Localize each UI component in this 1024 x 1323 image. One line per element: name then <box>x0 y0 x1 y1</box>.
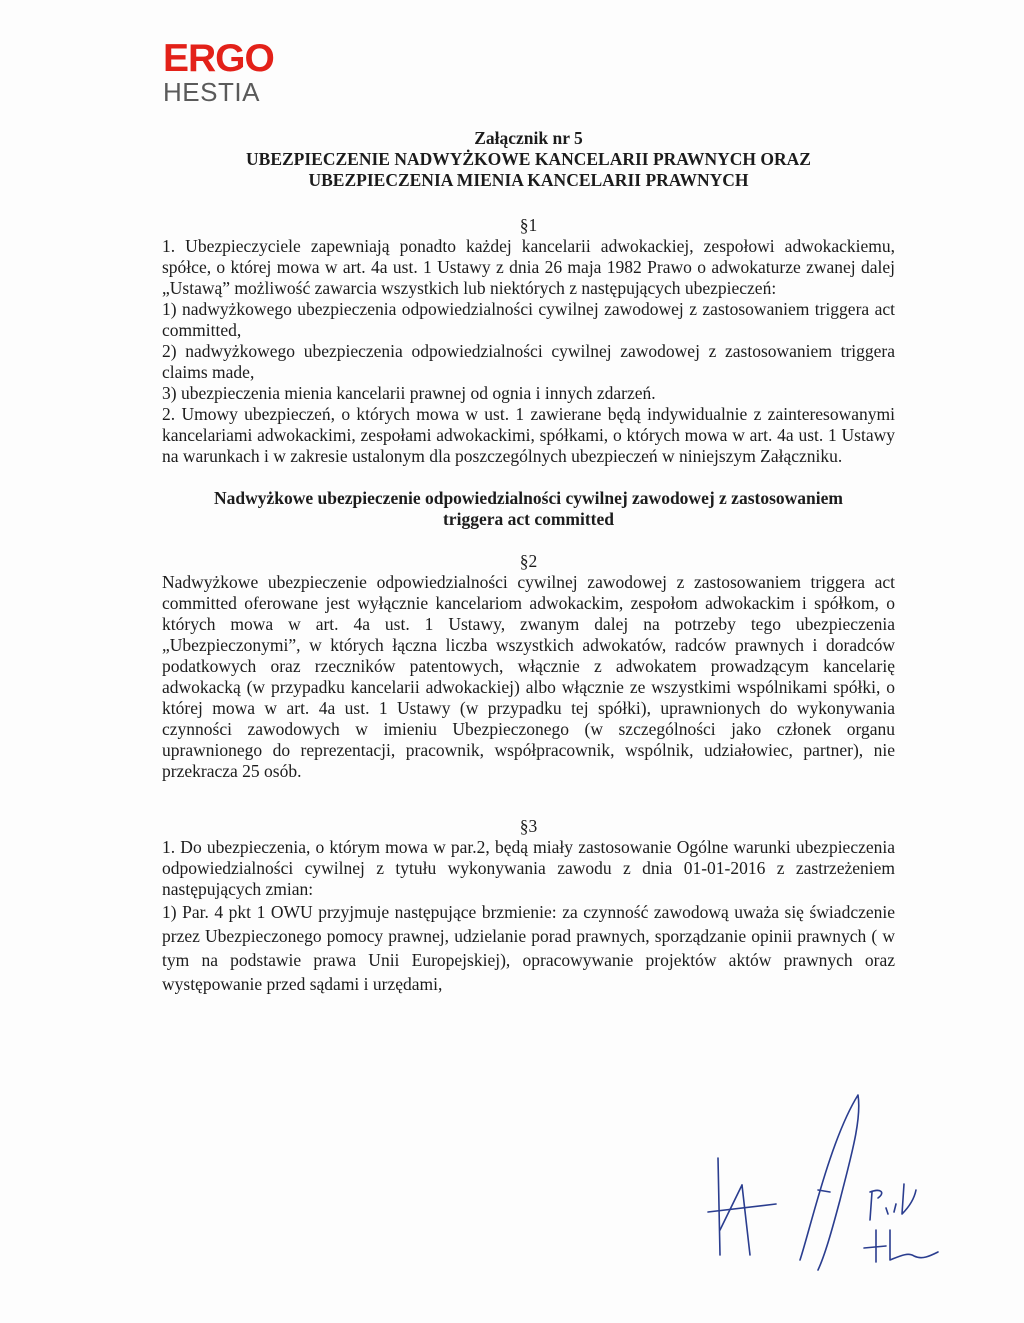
section3-item1: 1) Par. 4 pkt 1 OWU przyjmuje następujące brzmienie: za czynność zawodową uważa się świadczenie przez Ubezpieczonego pomocy prawnej, udzielanie porad prawnych, sporządzanie opinii prawnych ( w tym na podstawie prawa Unii Europejskiej), opracowywanie projektów aktów prawnych oraz występowanie przed sądami i urzędami, <box>162 902 895 994</box>
signature-stroke <box>800 1095 859 1270</box>
section3-sign: §3 <box>519 816 538 836</box>
signature-stroke <box>886 1204 896 1214</box>
handwritten-signatures <box>690 1080 960 1280</box>
section1-item2: 2) nadwyżkowego ubezpieczenia odpowiedzialności cywilnej zawodowej z zastosowaniem triggera claims made, <box>162 341 895 382</box>
document-body <box>162 128 895 996</box>
section1-point2: 2. Umowy ubezpieczeń, o których mowa w ust. 1 zawierane będą indywidualnie z zainteresowanymi kancelariami adwokackimi, zespołami adwokackimi, spółkami, o których mowa w art. 4a ust. 1 Ustawy na warunkach i w zakresie ustalonym dla poszczególnych ubezpieczeń w niniejszym Załączniku. <box>162 404 895 466</box>
section1-sign: §1 <box>519 215 538 235</box>
signature-stroke <box>742 1185 750 1255</box>
signature-stroke <box>870 1190 882 1220</box>
signature-stroke <box>890 1230 938 1260</box>
annex-subtitle-line2: UBEZPIECZENIA MIENIA KANCELARII PRAWNYCH <box>308 170 749 190</box>
ergo-hestia-logo <box>163 37 303 107</box>
section2-sign: §2 <box>519 551 538 571</box>
logo-ergo-text: ERGO <box>163 37 274 80</box>
signature-stroke <box>864 1230 886 1262</box>
section3-intro: 1. Do ubezpieczenia, o którym mowa w par.2, będą miały zastosowanie Ogólne warunki ubezpieczenia odpowiedzialności cywilnej z tytułu wykonywania zawodu z dnia 01-01-2016 z zastrzeżeniem następujących zmian: <box>162 837 895 899</box>
annex-subtitle-line1: UBEZPIECZENIE NADWYŻKOWE KANCELARII PRAWNYCH ORAZ <box>246 149 811 169</box>
signature-stroke <box>718 1158 720 1255</box>
document-header <box>162 128 895 191</box>
section1-item1: 1) nadwyżkowego ubezpieczenia odpowiedzialności cywilnej zawodowej z zastosowaniem triggera act committed, <box>162 299 895 340</box>
section1-intro: 1. Ubezpieczyciele zapewniają ponadto każdej kancelarii adwokackiej, zespołowi adwokackiemu, spółce, o której mowa w art. 4a ust. 1 Ustawy z dnia 26 maja 1982 Prawo o adwokaturze zwanej dalej „Ustawą” możliwość zawarcia wszystkich lub niektórych z następujących ubezpieczeń: <box>162 236 895 298</box>
section-heading-line2: triggera act committed <box>442 509 615 529</box>
signature-stroke <box>720 1185 742 1230</box>
section-heading <box>162 488 895 530</box>
annex-title: Załącznik nr 5 <box>474 128 583 148</box>
section-heading-line1: Nadwyżkowe ubezpieczenie odpowiedzialności cywilnej zawodowej z zastosowaniem <box>214 488 843 508</box>
section1-item3: 3) ubezpieczenia mienia kancelarii prawnej od ognia i innych zdarzeń. <box>162 383 656 403</box>
logo-hestia-text: HESTIA <box>163 77 260 107</box>
section2-text: Nadwyżkowe ubezpieczenie odpowiedzialności cywilnej zawodowej z zastosowaniem triggera act committed oferowane jest wyłącznie kancelariom adwokackim, zespołom adwokackim i spółkom, o których mowa w art. 4a ust. 1 Ustawy, zwanym dalej na potrzeby tego ubezpieczenia „Ubezpieczonymi”, w których łączna liczba wszystkich adwokatów, radców prawnych i doradców podatkowych oraz rzeczników patentowych, włącznie z adwokatem prowadzącym kancelarię adwokacką (w przypadku kancelarii adwokackiej) albo włącznie ze wszystkimi wspólnikami spółki, o której mowa w art. 4a ust. 1 Ustawy (w przypadku tej spółki), uprawnionych do wykonywania czynności zawodowych w imieniu Ubezpieczonego (w szczególności jako członek organu uprawnionego do reprezentacji, pracownik, współpracownik, wspólnik, udziałowiec, partner), nie przekracza 25 osób. <box>162 572 895 781</box>
signature-stroke <box>902 1184 916 1214</box>
